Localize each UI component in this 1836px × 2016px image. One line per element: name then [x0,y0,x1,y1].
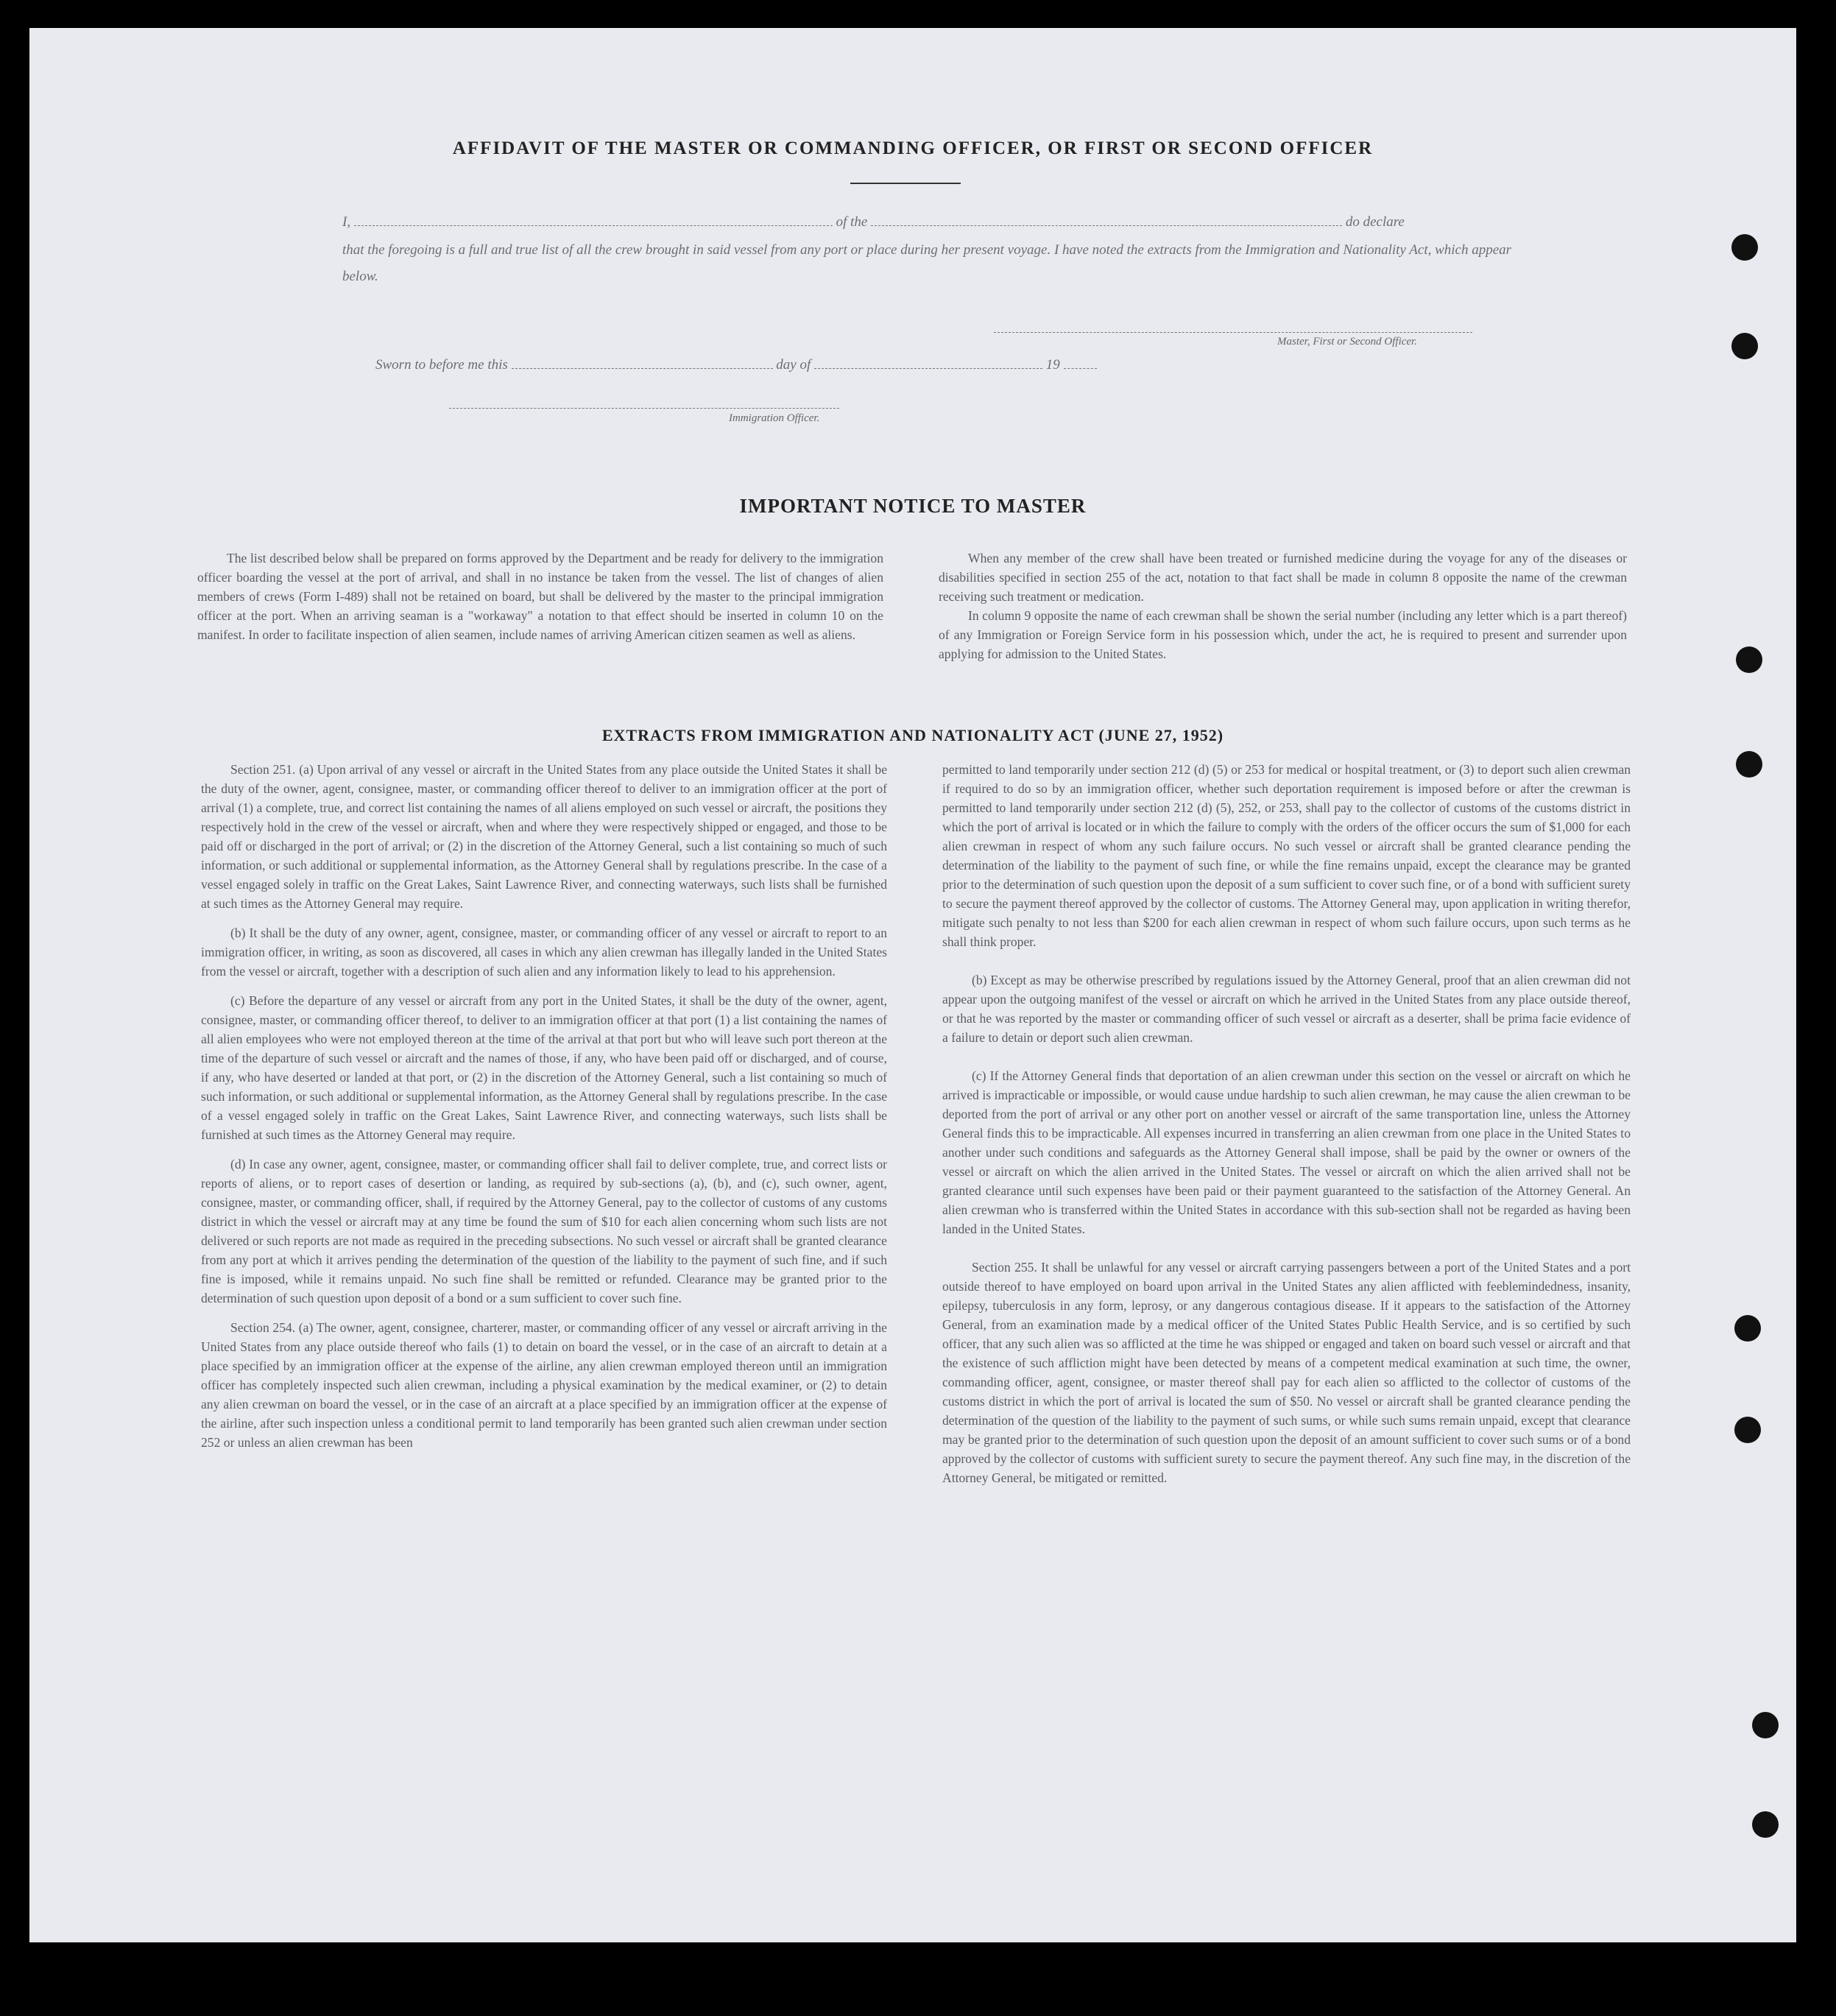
sworn-day-blank [512,356,773,369]
affidavit-statement: that the foregoing is a full and true list of all the crew brought in said vessel from any port or place during her present voyage. I have noted the extracts from the Immigration and Nationality Act, which appear below. [342,242,1512,284]
section-254-c: (c) If the Attorney General finds that deportation of an alien crewman under this section on the vessel or aircraft on which he arrived is impracticable or impossible, or would cause undue hardship to such alien crewman, he may cause the alien crewman to be deported from the port of arrival or any other port on another vessel or aircraft of the same transportation line, unless the Attorney General finds this to be impracticable. All expenses incurred in transferring an alien crewman from one place in the United States to another under such conditions and safeguards as the Attorney General shall impose, shall be paid by the owner or owners of the vessel or aircraft on which the alien arrived in the United States. The vessel or aircraft on which the alien arrived shall not be granted clearance until such expenses have been paid or their payment guaranteed to the satisfaction of the Attorney General. An alien crewman who is transferred within the United States in accordance with this sub-section shall not be regarded as having been landed in the United States. [942,1068,1631,1236]
notice-left-column [197,549,883,655]
master-signature-line [994,332,1472,333]
section-254-a-continued: permitted to land temporarily under section 212 (d) (5) or 253 for medical or hospital treatment, or (3) to deport such alien crewman if required to do so by an immigration officer, whether such deportation requirement is imposed before or after the crewman is permitted to land temporarily under section 212 (d) (5), 252, or 253, shall pay to the collector of customs of the customs district in which the port of arrival is located or in which the failure to comply with the orders of the officer occurs the sum of $1,000 for each alien crewman in respect of whom any such failure occurs. No such vessel or aircraft shall be granted clearance pending the determination of the liability to the payment of such fine, or while the fine remains unpaid, except the clearance may be granted prior to the determination of such question upon the deposit of a sum sufficient to cover such fine, or of a bond with sufficient surety to secure the payment thereof approved by the collector of customs. The Attorney General may, upon application in writing therefor, mitigate such penalty to not less than $200 for each alien crewman in respect of whom such failure occurs, upon such terms as he shall think proper. [942,762,1631,949]
section-254-a: Section 254. (a) The owner, agent, consignee, charterer, master, or commanding officer of any vessel or aircraft arriving in the United States from any place outside thereof who fails (1) to detain on board the vessel, or in the case of an aircraft to detain at a place specified by an immigration officer at the expense of the airline, any alien crewman employed thereon until an immigration officer has completely inspected such alien crewman, including a physical examination by the medical examiner, or (2) to detain any alien crewman on board the vessel, or in the case of an aircraft at a place specified by an immigration officer at the expense of the airline, after such inspection unless a conditional permit to land temporarily has been granted such alien crewman under section 252 or unless an alien crewman has been [201,1320,887,1450]
document-page [29,28,1796,1942]
notice-paragraph: The list described below shall be prepared on forms approved by the Department and be ready for delivery to the immigration officer boarding the vessel at the port of arrival, and shall in no instance be taken from the vessel. The list of changes of alien members of crews (Form I-489) shall not be retained on board, but shall be delivered by the master to the principal immigration officer at the port. When an arriving seaman is a "workaway" a notation to that effect should be inserted in column 10 on the manifest. In order to facilitate inspection of alien seamen, include names of arriving American citizen seamen as well as aliens. [197,551,883,642]
affidavit-do-declare-label: do declare [1345,214,1405,230]
section-251-d: (d) In case any owner, agent, consignee, master, or commanding officer shall fail to deliver complete, true, and correct lists or reports of aliens, or to report cases of desertion or landing, as required by sub-sections (a), (b), and (c), such owner, agent, consignee, master, or commanding officer, shall, if required by the Attorney General, pay to the collector of customs of any customs district in which the vessel or aircraft may at any time be found the sum of $10 for each alien concerning whom such lists are not delivered or such reports are not made as required in the preceding subsections. No such vessel or aircraft shall be granted clearance from any port at which it arrives pending the determination of the question of the liability to the payment of such fine, and if such fine is imposed, while it remains unpaid. No such fine shall be remitted or refunded. Clearance may be granted prior to the determination of such question upon deposit of a bond or a sum sufficient to cover such fine. [201,1157,887,1305]
binder-hole [1736,751,1762,778]
binder-hole [1734,1417,1761,1443]
binder-hole [1752,1712,1779,1738]
master-caption: Master, First or Second Officer. [1277,336,1417,348]
affidavit-i-label: I, [342,214,351,230]
affidavit-of-the-label: of the [836,214,868,230]
extracts-title: EXTRACTS FROM IMMIGRATION AND NATIONALITY ACT (JUNE 27, 1952) [601,726,1224,744]
section-251-b: (b) It shall be the duty of any owner, agent, consignee, master, or commanding officer of any vessel or aircraft to report to an immigration officer, in writing, as soon as discovered, all cases in which any alien crewman has illegally landed in the United States from the vessel or aircraft, together with a description of such alien and any information likely to lead to his apprehension. [201,926,887,979]
section-251-c: (c) Before the departure of any vessel or aircraft from any port in the United States, it shall be the duty of the owner, agent, consignee, master, or commanding officer thereof, to deliver to an immigration officer at that port (1) a list containing the names of all alien employees who were not employed thereon at the time of the arrival at that port but who will leave such port thereon at the time of the departure of such vessel or aircraft and the names of those, if any, who have been paid off or discharged, and of course, if any, who have deserted or landed at that port, or (2) in the discretion of the Attorney General, such a list containing so much of such information, or such additional or supplemental information, as the Attorney General shall by regulations prescribe. In the case of a vessel engaged solely in traffic on the Great Lakes, Saint Lawrence River, and connecting waterways, such lists shall be furnished at such times as the Attorney General may require. [201,993,887,1142]
binder-hole [1731,234,1758,261]
sworn-month-blank [814,356,1042,369]
affidavit-title: AFFIDAVIT OF THE MASTER OR COMMANDING OFFICER, OR FIRST OR SECOND OFFICER [452,138,1374,158]
affidavit-declaration-line [342,209,1524,236]
extracts-right-column [942,760,1631,1498]
sworn-label: Sworn to before me this [375,357,508,373]
notice-paragraph: In column 9 opposite the name of each crewman shall be shown the serial number (including any letter which is a part thereof) of any Immigration or Foreign Service form in his possession which, under the act, he is required to present and surrender upon applying for admission to the United States. [939,608,1627,661]
binder-hole [1736,646,1762,673]
extracts-left-column [201,760,887,1462]
vessel-blank [871,214,1342,226]
title-divider [850,183,961,184]
section-251-a: Section 251. (a) Upon arrival of any vessel or aircraft in the United States from any place outside the United States it shall be the duty of the owner, agent, consignee, master, or commanding officer thereof to deliver to an immigration officer at the port of arrival (1) a complete, true, and correct list containing the names of all aliens employed on such vessel or aircraft, the positions they respectively hold in the crew of the vessel or aircraft, when and where they were respectively shipped or engaged, and those to be paid off or discharged in the port of arrival; or (2) in the discretion of the Attorney General, such a list containing so much of such information, or such additional or supplemental information, as the Attorney General shall by regulations prescribe. In the case of a vessel engaged solely in traffic on the Great Lakes, Saint Lawrence River, and connecting waterways, such lists shall be furnished at such times as the Attorney General may require. [201,762,887,911]
binder-hole [1734,1315,1761,1342]
sworn-year-blank [1064,356,1097,369]
name-blank [354,214,833,226]
section-254-b: (b) Except as may be otherwise prescribed by regulations issued by the Attorney General, proof that an alien crewman did not appear upon the outgoing manifest of the vessel or aircraft on which he arrived in the United States from any place outside thereof, or that he was reported by the master or commanding officer of such vessel or aircraft as a deserter, shall be prima facie evidence of a failure to detain or deport such alien crewman. [942,973,1631,1045]
sworn-line [375,352,1557,378]
section-255: Section 255. It shall be unlawful for any vessel or aircraft carrying passengers between a port of the United States and a port outside thereof to have employed on board upon arrival in the United States any alien afflicted with feeblemindedness, insanity, epilepsy, tuberculosis in any form, leprosy, or any dangerous contagious disease. If it appears to the satisfaction of the Attorney General, from an examination made by a medical officer of the United States Public Health Service, and is so certified by such officer, that any such alien was so afflicted at the time he was shipped or engaged and taken on board such vessel or aircraft and that the existence of such affliction might have been detected by means of a competent medical examination at such time, the owner, commanding officer, agent, consignee, or master thereof shall pay for each alien so afflicted to the collector of customs of the customs district in which the port of arrival is located the sum of $50. No vessel or aircraft shall be granted clearance pending the determination of the question of the liability to the payment of such sums, or while such sums remain unpaid, except that clearance may be granted prior to the determination of such question upon the deposit of an amount sufficient to cover such sums or of a bond approved by the collector of customs with sufficient surety to secure the payment thereof. Any such fine may, in the discretion of the Attorney General, be mitigated or remitted. [942,1260,1631,1485]
notice-right-column [939,549,1627,674]
officer-caption: Immigration Officer. [729,412,820,424]
binder-hole [1752,1811,1779,1838]
year-label: 19 [1045,357,1060,373]
binder-hole [1731,333,1758,359]
day-of-label: day of [776,357,811,373]
notice-title: IMPORTANT NOTICE TO MASTER [739,495,1087,517]
notice-paragraph: When any member of the crew shall have been treated or furnished medicine during the voyage for any of the diseases or disabilities specified in section 255 of the act, notation to that fact shall be made in column 8 opposite the name of the crewman receiving such treatment or medication. [939,551,1627,604]
officer-signature-line [449,408,839,409]
